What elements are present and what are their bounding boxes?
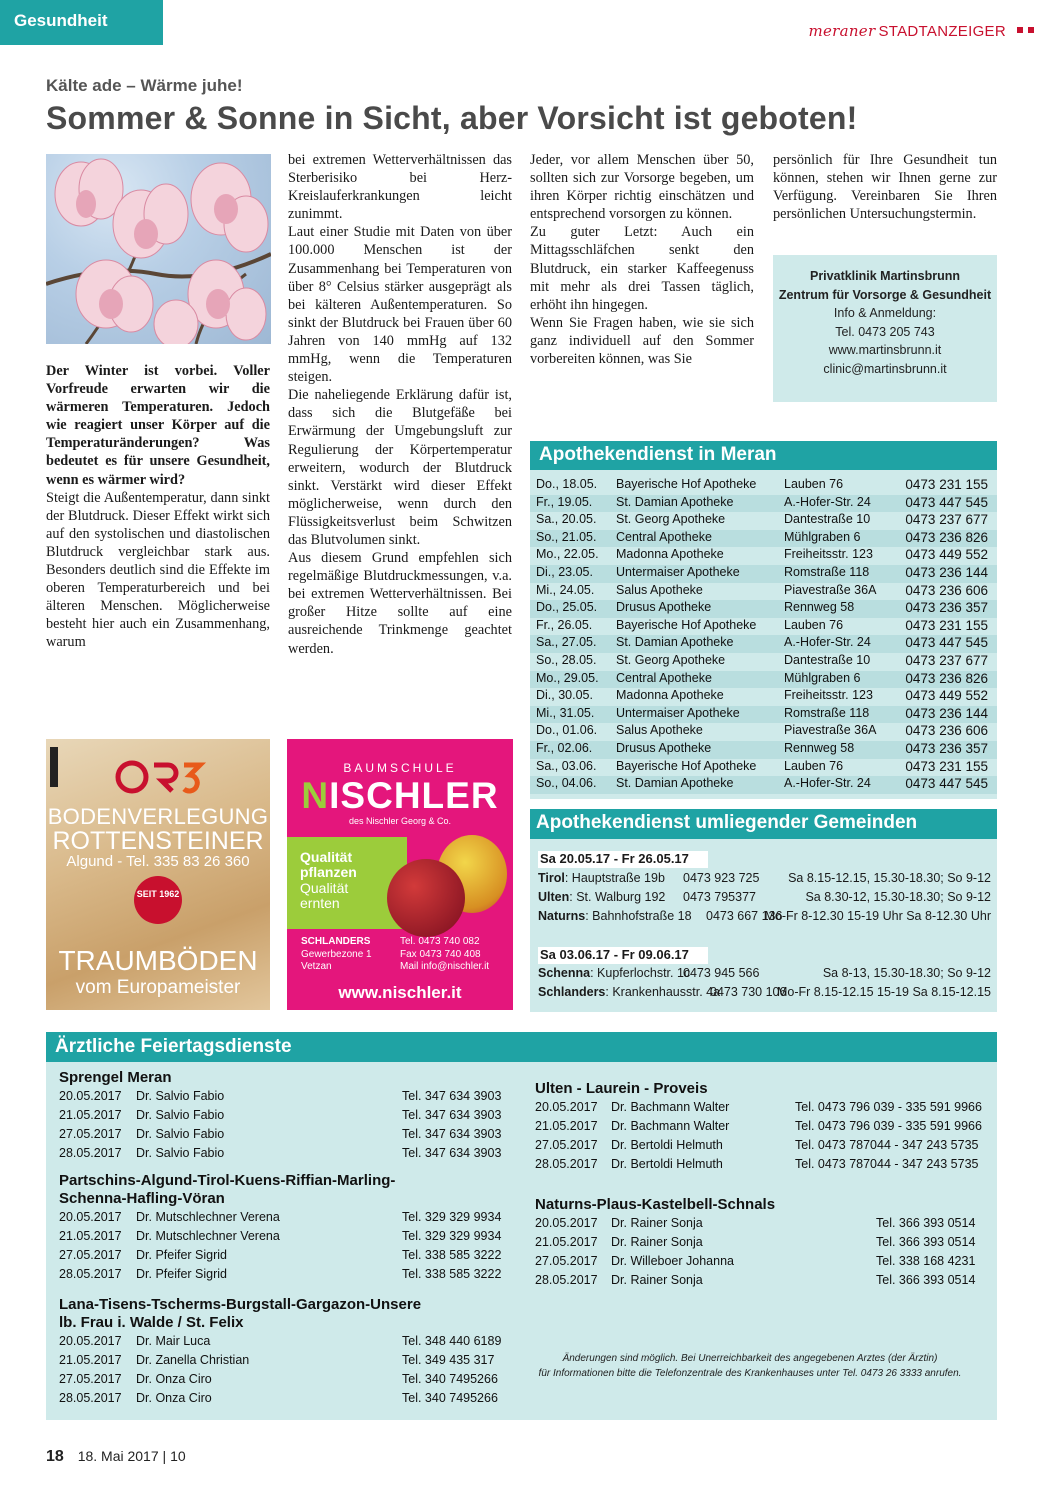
pharmacy-address: Freiheitsstr. 123 xyxy=(784,547,873,562)
article-column-1 xyxy=(46,362,270,652)
ad-address: SCHLANDERS Gewerbezone 1 Vetzan xyxy=(301,936,372,972)
pharmacy-location xyxy=(538,966,690,980)
doctor-phone: Tel. 338 585 3222 xyxy=(402,1248,502,1262)
pharmacy-date: So., 04.06. xyxy=(536,776,597,791)
pharmacy-row xyxy=(530,706,997,724)
article-paragraph: Jeder, vor allem Menschen über 50, sollten sich zur Vorsorge begeben, um ihren Körper richtig einschätzen und entsprechend vorsorgen zu können. xyxy=(530,152,754,223)
doctor-phone: Tel. 347 634 3903 xyxy=(402,1089,502,1103)
duty-date: 20.05.2017 xyxy=(535,1216,598,1230)
pharmacy-name: Bayerische Hof Apotheke xyxy=(616,617,757,632)
nischler-ad[interactable] xyxy=(287,739,513,1010)
duty-date: 27.05.2017 xyxy=(59,1127,122,1141)
doctor-name: Dr. Onza Ciro xyxy=(136,1391,212,1405)
pharmacy-phone: 0473 236 826 xyxy=(905,670,988,686)
doctor-district: Sprengel Meran xyxy=(59,1069,172,1086)
pharmacy-phone: 0473 447 545 xyxy=(905,635,988,651)
doctor-name: Dr. Salvio Fabio xyxy=(136,1108,225,1122)
pharmacy-address: Rennweg 58 xyxy=(784,600,855,615)
pharmacy-row xyxy=(530,776,997,794)
doctor-phone: Tel. 347 634 3903 xyxy=(402,1108,502,1122)
pharmacy-row xyxy=(530,495,997,513)
town-name: Tirol xyxy=(538,871,565,885)
doctor-row xyxy=(0,1254,1042,1273)
ad-contact: Algund - Tel. 335 83 26 360 xyxy=(66,853,250,870)
doctor-row xyxy=(0,1119,1042,1138)
doctor-name: Dr. Bachmann Walter xyxy=(611,1100,730,1114)
pharmacy-row xyxy=(538,909,991,927)
doctor-name: Dr. Onza Ciro xyxy=(136,1372,212,1386)
doctor-phone: Tel. 366 393 0514 xyxy=(876,1216,976,1230)
pharmacy-name: Salus Apotheke xyxy=(616,723,703,738)
doctor-phone: Tel. 349 435 317 xyxy=(402,1353,495,1367)
doctor-name: Dr. Mutschlechner Verena xyxy=(136,1210,280,1224)
doctor-phone: Tel. 338 168 4231 xyxy=(876,1254,976,1268)
article-paragraph: persönlich für Ihre Gesundheit tun können, stehen wir Ihnen gerne zur Verfügung. Vereinbaren Sie Ihren persönlichen Untersuchungstermin. xyxy=(773,152,997,223)
pharmacy-date: Di., 23.05. xyxy=(536,565,593,579)
doctor-phone: Tel. 0473 796 039 - 335 591 9966 xyxy=(795,1100,982,1114)
doctor-row xyxy=(0,1334,1042,1353)
pharmacy-name: Central Apotheke xyxy=(616,529,712,544)
pharmacy-address: Romstraße 118 xyxy=(784,565,870,579)
pharmacy-address: Piavestraße 36A xyxy=(784,582,877,597)
duty-date: 27.05.2017 xyxy=(535,1254,598,1268)
pharmacy-row xyxy=(538,985,991,1003)
doctor-phone: Tel. 0473 787044 - 347 243 5735 xyxy=(795,1138,979,1152)
pharmacy-date: Do., 25.05. xyxy=(536,600,598,615)
pharmacy-address: A.-Hofer-Str. 24 xyxy=(784,494,871,509)
pharmacy-phone: 0473 923 725 xyxy=(683,871,760,885)
town-name: Naturns xyxy=(538,909,586,923)
pharmacy-row xyxy=(530,583,997,601)
doctor-row xyxy=(0,1216,1042,1235)
pharmacy-address: : Hauptstraße 19b xyxy=(564,871,665,885)
duty-date: 20.05.2017 xyxy=(59,1334,122,1348)
opening-hours: Sa 8.15-12.15, 15.30-18.30; So 9-12 xyxy=(788,871,991,885)
doctor-row xyxy=(0,1100,1042,1119)
article-lead: Der Winter ist vorbei. Voller Vorfreude erwarten wir die wärmeren Temperaturen. Jedoch wie reagiert unser Körper auf die Temperaturänderungen? Was bedeutet es für unsere Gesundheit, wenn es wärmer wird? xyxy=(46,363,270,488)
duty-date: 27.05.2017 xyxy=(535,1138,598,1152)
doctor-name: Dr. Pfeifer Sigrid xyxy=(136,1267,228,1281)
pharmacy-name: Salus Apotheke xyxy=(616,582,703,597)
duty-date: 27.05.2017 xyxy=(59,1372,122,1386)
section-tab: Gesundheit xyxy=(0,0,163,45)
article-paragraph: Zu guter Letzt: Auch ein Mittagsschläfchen senkt den Blutdruck, ein starker Kaffeegenuss mit mehr als drei Tassen täglich, erhöht ihn hingegen. xyxy=(530,224,754,313)
pharmacy-row xyxy=(530,600,997,618)
doctor-name: Dr. Salvio Fabio xyxy=(136,1089,225,1103)
pharmacy-date: Fr., 02.06. xyxy=(536,741,593,755)
doctor-phone: Tel. 0473 787044 - 347 243 5735 xyxy=(795,1157,979,1171)
brand-caps: STADTANZEIGER xyxy=(878,23,1006,40)
pharmacy-location xyxy=(538,871,665,885)
pharmacy-location xyxy=(538,909,692,923)
pharmacy-name: Bayerische Hof Apotheke xyxy=(616,758,757,773)
pharmacy-phone: 0473 945 566 xyxy=(683,966,760,980)
pharmacy-address: Romstraße 118 xyxy=(784,705,870,720)
pharmacy-date: Sa., 20.05. xyxy=(536,512,597,527)
pharmacy-phone: 0473 231 155 xyxy=(905,477,988,492)
ad-slogan-sub: vom Europameister xyxy=(75,977,241,998)
ad-company-name: NISCHLER xyxy=(301,775,499,816)
pharmacy-address: Freiheitsstr. 123 xyxy=(784,688,873,703)
pharmacy-name: St. Damian Apotheke xyxy=(616,635,734,650)
ad-company-name: ROTTENSTEINER xyxy=(52,827,264,855)
rottensteiner-ad[interactable] xyxy=(46,739,270,1010)
pharmacy-date: Sa., 03.06. xyxy=(536,758,597,773)
doctor-district: Naturns-Plaus-Kastelbell-Schnals xyxy=(535,1196,776,1213)
rottensteiner-logo xyxy=(114,759,210,795)
doctor-row xyxy=(0,1391,1042,1410)
pharmacy-address: Rennweg 58 xyxy=(784,741,855,755)
pharmacy-phone: 0473 231 155 xyxy=(905,617,988,633)
magnolia-photo xyxy=(46,154,271,344)
doctor-name: Dr. Bertoldi Helmuth xyxy=(611,1138,723,1152)
clinic-subtitle: Zentrum für Vorsorge & Gesundheit xyxy=(778,287,992,302)
duty-date: 28.05.2017 xyxy=(59,1391,122,1405)
doctor-name: Dr. Zanella Christian xyxy=(136,1353,250,1367)
duty-date: 21.05.2017 xyxy=(59,1353,122,1367)
doctor-row xyxy=(0,1157,1042,1176)
doctor-phone: Tel. 340 7495266 xyxy=(402,1372,498,1386)
pharmacy-surrounding-title: Apothekendienst umliegender Gemeinden xyxy=(530,809,997,839)
pharmacy-row xyxy=(530,688,997,706)
article-paragraph: Steigt die Außentemperatur, dann sinkt der Blutdruck. Dieser Effekt wirkt sich auf den systolischen und diastolischen Blutdruck vergleichbar stark aus. Besonders deutlich sind die Effekte im oberen Temperaturbereich und bei älteren Menschen. Möglicherweise besteht hier auch ein Zusammenhang, warum xyxy=(46,489,270,651)
pharmacy-meran-title: Apothekendienst in Meran xyxy=(530,441,997,470)
doctor-phone: Tel. 329 329 9934 xyxy=(402,1229,502,1243)
brand-script: meraner xyxy=(808,22,876,40)
pharmacy-row xyxy=(530,477,997,495)
doctor-row xyxy=(0,1138,1042,1157)
duty-date: 27.05.2017 xyxy=(59,1248,122,1262)
pharmacy-phone: 0473 237 677 xyxy=(905,512,988,528)
pharmacy-date: Mo., 22.05. xyxy=(536,547,599,562)
pharmacy-phone: 0473 236 144 xyxy=(905,565,988,580)
pharmacy-row xyxy=(530,547,997,565)
pharmacy-row xyxy=(530,759,997,777)
doctor-district: Partschins-Algund-Tirol-Kuens-Riffian-Marling-Schenna-Hafling-Vöran xyxy=(59,1172,396,1207)
pharmacy-phone: 0473 667 136 xyxy=(706,909,783,923)
pharmacy-address: Dantestraße 10 xyxy=(784,512,871,527)
duty-date: 21.05.2017 xyxy=(535,1235,598,1249)
duty-date: 28.05.2017 xyxy=(535,1157,598,1171)
pharmacy-address: A.-Hofer-Str. 24 xyxy=(784,776,871,791)
pharmacy-phone: 0473 795377 xyxy=(683,890,756,904)
duty-date: 21.05.2017 xyxy=(59,1108,122,1122)
doctor-district: Ulten - Laurein - Proveis xyxy=(535,1080,708,1097)
ad-slogan: Qualität ernten xyxy=(300,880,349,911)
doctor-name: Dr. Rainer Sonja xyxy=(611,1273,703,1287)
doctor-name: Dr. Willeboer Johanna xyxy=(611,1254,734,1268)
pharmacy-address: Lauben 76 xyxy=(784,617,844,632)
pharmacy-date: Fr., 26.05. xyxy=(536,617,593,632)
doctor-name: Dr. Mutschlechner Verena xyxy=(136,1229,280,1243)
pharmacy-address: Mühlgraben 6 xyxy=(784,529,861,544)
pharmacy-date: So., 21.05. xyxy=(536,529,597,544)
publication-logo xyxy=(808,22,1006,40)
pharmacy-address: Lauben 76 xyxy=(784,477,844,491)
article-paragraph: bei extremen Wetterverhältnissen das Sterberisiko bei Herz-Kreislauferkrankungen leicht zunimmt. xyxy=(288,152,512,223)
doctor-phone: Tel. 366 393 0514 xyxy=(876,1273,976,1287)
pharmacy-meran-box xyxy=(530,441,997,799)
pharmacy-phone: 0473 236 606 xyxy=(905,723,988,739)
pharmacy-date: So., 28.05. xyxy=(536,653,597,667)
article-column-3 xyxy=(530,151,754,368)
town-name: Ulten xyxy=(538,890,570,904)
duty-date: 21.05.2017 xyxy=(59,1229,122,1243)
doctors-note: Änderungen sind möglich. Bei Unerreichbarkeit des angegebenen Arztes (der Ärztin) für Informationen bitte die Telefonzentrale des Krankenhauses unter Tel. 0473 26 3333 anrufen. xyxy=(538,1353,962,1379)
doctor-phone: Tel. 348 440 6189 xyxy=(402,1334,502,1348)
period-label: Sa 20.05.17 - Fr 26.05.17 xyxy=(538,851,708,868)
opening-hours: Sa 8-13, 15.30-18.30; So 9-12 xyxy=(822,966,991,980)
pharmacy-date: Di., 30.05. xyxy=(536,688,593,703)
doctor-name: Dr. Salvio Fabio xyxy=(136,1127,225,1141)
pharmacy-row xyxy=(538,966,991,984)
pharmacy-phone: 0473 236 357 xyxy=(905,741,988,756)
article-paragraph: Aus diesem Grund empfehlen sich regelmäßige Blutdruckmessungen, v.a. bei extremen Wetterverhältnissen. Bei großer Hitze sollte auf eine ausreichende Trinkmenge geachtet werden. xyxy=(288,550,512,657)
article-kicker: Kälte ade – Wärme juhe! xyxy=(46,76,243,95)
pharmacy-location xyxy=(538,890,665,904)
doctor-name: Dr. Mair Luca xyxy=(136,1334,211,1348)
doctor-phone: Tel. 347 634 3903 xyxy=(402,1146,502,1160)
pharmacy-row xyxy=(530,512,997,530)
pharmacy-name: Drusus Apotheke xyxy=(616,741,712,755)
doctor-phone: Tel. 347 634 3903 xyxy=(402,1127,502,1141)
issue-number: 10 xyxy=(170,1448,186,1464)
pharmacy-date: Do., 18.05. xyxy=(536,477,598,491)
issue-date: 18. Mai 2017 xyxy=(77,1448,159,1464)
pharmacy-address: Mühlgraben 6 xyxy=(784,670,861,685)
ad-slogan: TRAUMBÖDEN xyxy=(58,945,258,976)
period-label: Sa 03.06.17 - Fr 09.06.17 xyxy=(538,947,708,964)
doctor-phone: Tel. 329 329 9934 xyxy=(402,1210,502,1224)
pharmacy-address: A.-Hofer-Str. 24 xyxy=(784,635,871,650)
pharmacy-phone: 0473 447 545 xyxy=(905,494,988,510)
doctor-district: Lana-Tisens-Tscherms-Burgstall-Gargazon-Unsere lb. Frau i. Walde / St. Felix xyxy=(59,1296,422,1331)
doctor-row xyxy=(0,1235,1042,1254)
pharmacy-phone: 0473 236 826 xyxy=(905,529,988,545)
duty-date: 20.05.2017 xyxy=(59,1089,122,1103)
ad-line: BODENVERLEGUNG xyxy=(47,804,269,829)
pharmacy-name: Drusus Apotheke xyxy=(616,600,712,615)
clinic-email[interactable]: clinic@martinsbrunn.it xyxy=(823,361,947,376)
pharmacy-name: Bayerische Hof Apotheke xyxy=(616,477,757,491)
town-name: Schenna xyxy=(538,966,591,980)
pharmacy-date: Sa., 27.05. xyxy=(536,635,597,650)
pharmacy-date: Mi., 24.05. xyxy=(536,582,595,597)
since-seal: SEIT 1962 xyxy=(134,876,182,924)
town-name: Schlanders xyxy=(538,985,606,999)
pharmacy-row xyxy=(538,890,991,908)
ad-company-sub: des Nischler Georg & Co. xyxy=(348,816,452,826)
clinic-phone: Tel. 0473 205 743 xyxy=(835,324,935,339)
article-paragraph: Die naheliegende Erklärung dafür ist, dass sich die Blutgefäße bei Erwärmung der Umgebungsluft zur Regulierung der Körpertemperatur erweitern, wodurch der Blutdruck sinkt. Verstärkt wird dieser Effekt möglicherweise, wenn durch den Flüssigkeitsverlust beim Schwitzen das Blutvolumen sinkt. xyxy=(288,387,512,548)
pharmacy-date: Mi., 31.05. xyxy=(536,705,595,720)
pharmacy-phone: 0473 730 106 xyxy=(710,985,787,999)
pharmacy-address: : St. Walburg 192 xyxy=(569,890,666,904)
pharmacy-row xyxy=(530,635,997,653)
pharmacy-row xyxy=(530,741,997,759)
article-paragraph: Laut einer Studie mit Daten von über 100.000 Menschen ist der Zusammenhang bei Temperaturen von über 8° Celsius stärker ausgeprägt als bei kälteren Außentemperaturen. So sinkt der Blutdruck bei Frauen über 60 Jahren von 140 mmHg auf 132 mmHg, wenn die Temperaturen steigen. xyxy=(288,224,512,386)
pharmacy-address: Lauben 76 xyxy=(784,758,844,773)
pharmacy-row xyxy=(530,618,997,636)
pharmacy-phone: 0473 231 155 xyxy=(905,758,988,774)
doctor-phone: Tel. 366 393 0514 xyxy=(876,1235,976,1249)
article-headline: Sommer & Sonne in Sicht, aber Vorsicht ist geboten! xyxy=(46,100,858,136)
ad-website[interactable]: www.nischler.it xyxy=(338,983,462,1002)
page-number: 18 xyxy=(46,1448,64,1465)
pharmacy-name: St. Georg Apotheke xyxy=(616,653,726,667)
pharmacy-surrounding-box xyxy=(530,809,997,1012)
doctor-row xyxy=(0,1273,1042,1292)
article-paragraph: Wenn Sie Fragen haben, wie sie sich ganz individuell auf den Sommer vorbereiten können, was Sie xyxy=(530,314,754,368)
opening-hours: Sa 8.30-12, 15.30-18.30; So 9-12 xyxy=(805,890,991,904)
duty-date: 20.05.2017 xyxy=(59,1210,122,1224)
doctor-name: Dr. Pfeifer Sigrid xyxy=(136,1248,228,1262)
duty-date: 21.05.2017 xyxy=(535,1119,598,1133)
pharmacy-row xyxy=(530,653,997,671)
pharmacy-address: : Krankenhausstr. 4a xyxy=(605,985,721,999)
pharmacy-address: : Bahnhofstraße 18 xyxy=(585,909,692,923)
pharmacy-name: Madonna Apotheke xyxy=(616,688,724,703)
duty-date: 28.05.2017 xyxy=(59,1146,122,1160)
pharmacy-name: Central Apotheke xyxy=(616,670,712,685)
pharmacy-row xyxy=(530,530,997,548)
ad-contact: Tel. 0473 740 082 Fax 0473 740 408 Mail info@nischler.it xyxy=(400,936,490,972)
pharmacy-phone: 0473 236 144 xyxy=(905,705,988,721)
doctor-name: Dr. Bertoldi Helmuth xyxy=(611,1157,723,1171)
pharmacy-date: Mo., 29.05. xyxy=(536,670,599,685)
doctor-name: Dr. Salvio Fabio xyxy=(136,1146,225,1160)
brand-dots xyxy=(1017,27,1034,33)
clinic-name: Privatklinik Martinsbrunn xyxy=(809,269,961,283)
pharmacy-phone: 0473 447 545 xyxy=(905,776,988,792)
pharmacy-name: Untermaiser Apotheke xyxy=(616,565,740,579)
pharmacy-date: Fr., 19.05. xyxy=(536,494,593,509)
clinic-info-label: Info & Anmeldung: xyxy=(833,306,937,320)
duty-date: 20.05.2017 xyxy=(535,1100,598,1114)
pharmacy-row xyxy=(530,671,997,689)
pharmacy-location xyxy=(538,985,720,999)
pharmacy-address: Dantestraße 10 xyxy=(784,653,871,667)
pharmacy-phone: 0473 449 552 xyxy=(905,547,988,563)
pharmacy-row xyxy=(530,565,997,583)
article-column-4 xyxy=(773,151,997,223)
duty-date: 28.05.2017 xyxy=(59,1267,122,1281)
pharmacy-address: : Kupferlochstr. 1c xyxy=(590,966,691,980)
ad-strip xyxy=(50,747,58,787)
doctor-phone: Tel. 340 7495266 xyxy=(402,1391,498,1405)
opening-hours: Mo-Fr 8.15-12.15 15-19 Sa 8.15-12.15 xyxy=(776,985,991,999)
pharmacy-date: Do., 01.06. xyxy=(536,723,598,738)
pharmacy-phone: 0473 449 552 xyxy=(905,688,988,704)
pharmacy-phone: 0473 236 357 xyxy=(905,600,988,616)
ad-category: BAUMSCHULE xyxy=(343,761,457,775)
doctors-title: Ärztliche Feiertagsdienste xyxy=(46,1032,997,1062)
doctor-phone: Tel. 0473 796 039 - 335 591 9966 xyxy=(795,1119,982,1133)
pharmacy-row xyxy=(530,723,997,741)
apple-image xyxy=(387,859,465,937)
pharmacy-name: Untermaiser Apotheke xyxy=(616,705,740,720)
duty-date: 28.05.2017 xyxy=(535,1273,598,1287)
doctor-name: Dr. Rainer Sonja xyxy=(611,1216,703,1230)
pharmacy-name: St. Damian Apotheke xyxy=(616,776,734,791)
pharmacy-address: Piavestraße 36A xyxy=(784,723,877,738)
doctor-name: Dr. Bachmann Walter xyxy=(611,1119,730,1133)
ad-slogan: Qualität pflanzen xyxy=(300,849,357,880)
pharmacy-name: St. Georg Apotheke xyxy=(616,512,726,527)
page-footer: 18 18. Mai 2017 | 10 xyxy=(46,1448,186,1465)
pharmacy-phone: 0473 237 677 xyxy=(905,653,988,668)
clinic-website[interactable]: www.martinsbrunn.it xyxy=(828,343,942,357)
pharmacy-row xyxy=(538,871,991,889)
doctor-phone: Tel. 338 585 3222 xyxy=(402,1267,502,1281)
doctor-name: Dr. Rainer Sonja xyxy=(611,1235,703,1249)
clinic-info-box xyxy=(773,255,997,402)
article-column-2 xyxy=(288,151,512,658)
pharmacy-phone: 0473 236 606 xyxy=(905,582,988,598)
pharmacy-name: Madonna Apotheke xyxy=(616,547,724,562)
pharmacy-name: St. Damian Apotheke xyxy=(616,494,734,509)
opening-hours: Mo-Fr 8-12.30 15-19 Uhr Sa 8-12.30 Uhr xyxy=(764,909,991,923)
